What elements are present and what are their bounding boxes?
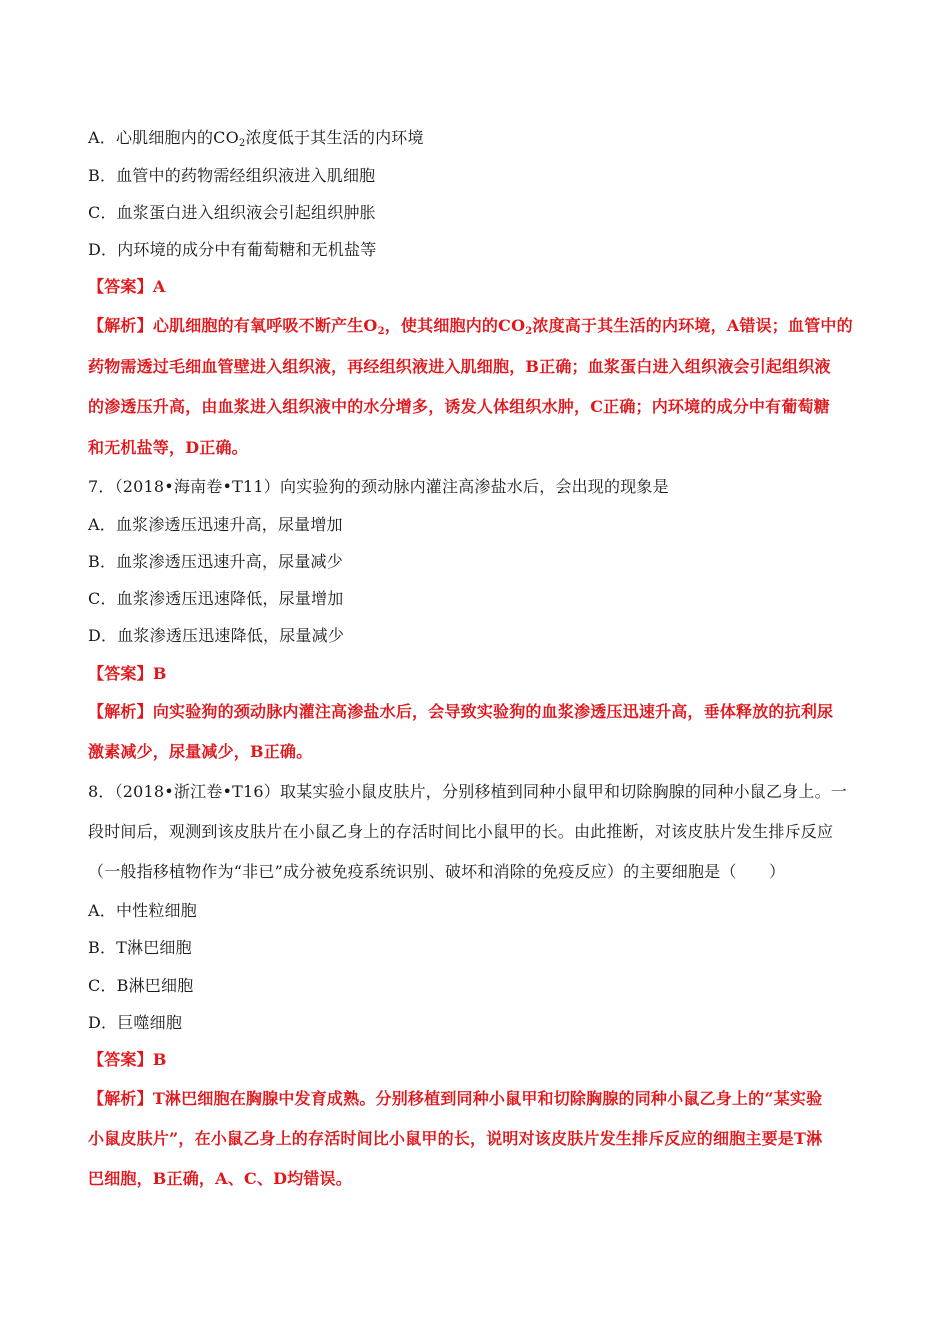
q6-option-d: D．内环境的成分中有葡萄糖和无机盐等 bbox=[88, 240, 377, 259]
q6-analysis-line-3: 的渗透压升高，由血浆进入组织液中的水分增多，诱发人体组织水肿，C正确；内环境的成分中有葡萄糖 bbox=[88, 397, 830, 416]
q6-option-a: A．心肌细胞内的$CO_2$浓度低于其生活的内环境 bbox=[88, 128, 424, 149]
q7-analysis-line-1: 【解析】向实验狗的颈动脉内灌注高渗盐水后，会导致实验狗的血浆渗透压迅速升高，垂体释放的抗利尿 bbox=[88, 702, 834, 721]
q8-stem-line-1: 8．（2018•浙江卷•T16）取某实验小鼠皮肤片，分别移植到同种小鼠甲和切除胸腺的同种小鼠乙身上。一 bbox=[88, 782, 848, 801]
q8-analysis-line-2: 小鼠皮肤片”，在小鼠乙身上的存活时间比小鼠甲的长，说明对该皮肤片发生排斥反应的细胞主要是T淋 bbox=[88, 1129, 823, 1148]
q7-analysis-line-2: 激素减少，尿量减少，B正确。 bbox=[88, 742, 313, 761]
q7-option-b: B．血浆渗透压迅速升高，尿量减少 bbox=[88, 552, 343, 571]
q8-analysis-line-1: 【解析】T淋巴细胞在胸腺中发育成熟。分别移植到同种小鼠甲和切除胸腺的同种小鼠乙身上的“某实验 bbox=[88, 1089, 823, 1108]
q6-option-c: C．血浆蛋白进入组织液会引起组织肿胀 bbox=[88, 203, 376, 222]
q7-answer: 【答案】B bbox=[88, 664, 167, 683]
q8-stem-line-2: 段时间后，观测到该皮肤片在小鼠乙身上的存活时间比小鼠甲的长。由此推断，对该皮肤片发生排斥反应 bbox=[88, 822, 834, 841]
q6-option-b: B．血管中的药物需经组织液进入肌细胞 bbox=[88, 166, 376, 185]
q8-answer: 【答案】B bbox=[88, 1050, 167, 1069]
q8-option-c: C．B淋巴细胞 bbox=[88, 976, 194, 995]
q6-analysis-line-2: 药物需透过毛细血管壁进入组织液，再经组织液进入肌细胞，B正确；血浆蛋白进入组织液会引起组织液 bbox=[88, 357, 831, 376]
q7-option-a: A．血浆渗透压迅速升高，尿量增加 bbox=[88, 515, 343, 534]
q8-option-b: B．T淋巴细胞 bbox=[88, 938, 192, 957]
q8-option-d: D．巨噬细胞 bbox=[88, 1013, 183, 1032]
q6-analysis-line-4: 和无机盐等，D正确。 bbox=[88, 438, 248, 457]
q7-stem: 7．（2018•海南卷•T11）向实验狗的颈动脉内灌注高渗盐水后，会出现的现象是 bbox=[88, 477, 669, 496]
q6-analysis-line-1: 【解析】心肌细胞的有氧呼吸不断产生$O_2$，使其细胞内的$CO_2$浓度高于其生活的内环境，A错误；血管中的 bbox=[88, 316, 853, 337]
q7-option-d: D．血浆渗透压迅速降低，尿量减少 bbox=[88, 626, 345, 645]
q6-answer: 【答案】A bbox=[88, 277, 166, 296]
q8-stem-line-3: （一般指移植物作为“非已”成分被免疫系统识别、破坏和消除的免疫反应）的主要细胞是（ ） bbox=[88, 862, 786, 881]
q7-option-c: C．血浆渗透压迅速降低，尿量增加 bbox=[88, 589, 344, 608]
q8-option-a: A．中性粒细胞 bbox=[88, 901, 197, 920]
q8-analysis-line-3: 巴细胞，B正确，A、C、D均错误。 bbox=[88, 1169, 352, 1188]
